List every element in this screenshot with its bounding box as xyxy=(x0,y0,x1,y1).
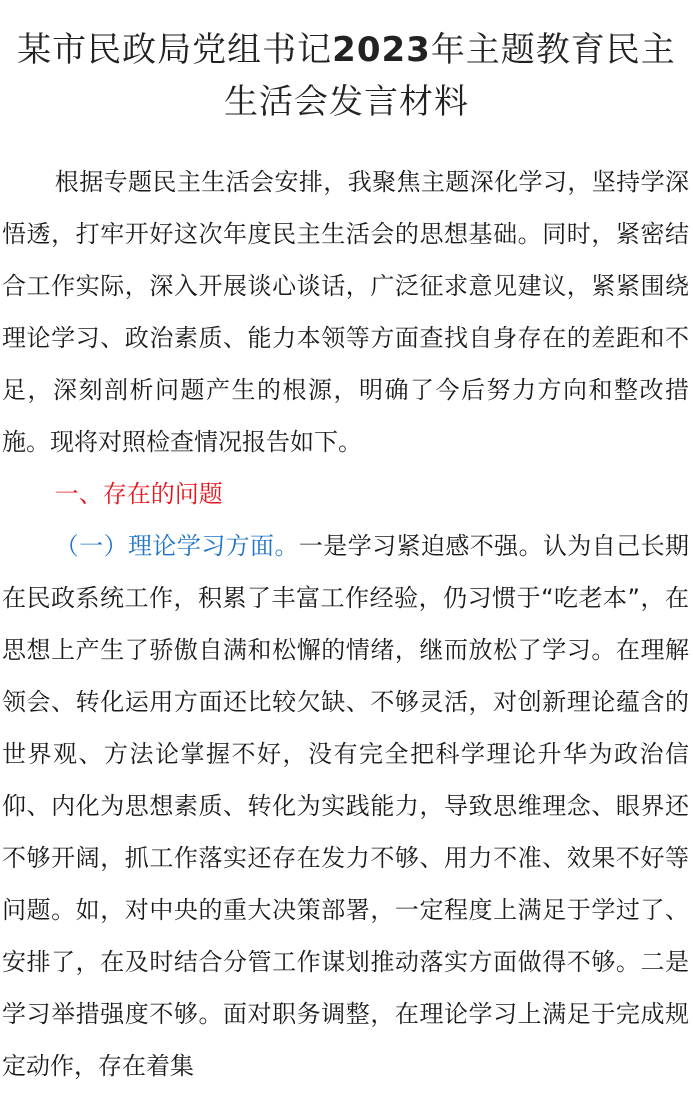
title-prefix: 某市民政局党组书记 xyxy=(17,30,333,70)
document-title xyxy=(0,0,693,128)
subsection-heading-theory: （一）理论学习方面。 xyxy=(54,532,299,560)
title-line-2: 生活会发言材料 xyxy=(224,82,469,122)
title-suffix: 年主题教育民主 xyxy=(430,30,676,70)
title-line-1 xyxy=(0,24,693,76)
document-body xyxy=(0,156,693,1092)
intro-paragraph: 根据专题民主生活会安排，我聚焦主题深化学习，坚持学深悟透，打牢开好这次年度民主生活会的思想基础。同时，紧密结合工作实际，深入开展谈心谈话，广泛征求意见建议，紧紧围绕理论学习、政治素质、能力本领等方面查找自身存在的差距和不足，深刻剖析问题产生的根源，明确了今后努力方向和整改措施。现将对照检查情况报告如下。 xyxy=(2,168,689,456)
subsection-text-theory: 一是学习紧迫感不强。认为自己长期在民政系统工作，积累了丰富工作经验，仍习惯于“吃老本”，在思想上产生了骄傲自满和松懈的情绪，继而放松了学习。在理解领会、转化运用方面还比较欠缺、不够灵活，对创新理论蕴含的世界观、方法论掌握不好，没有完全把科学理论升华为政治信仰、内化为思想素质、转化为实践能力，导致思维理念、眼界还不够开阔，抓工作落实还存在发力不够、用力不准、效果不好等问题。如，对中央的重大决策部署，一定程度上满足于学过了、安排了，在及时结合分管工作谋划推动落实方面做得不够。二是学习举措强度不够。面对职务调整，在理论学习上满足于完成规定动作，存在着集 xyxy=(2,532,690,1080)
title-year: 2023 xyxy=(332,30,431,70)
subsection-paragraph-theory xyxy=(0,520,693,1092)
section-heading-problems: 一、存在的问题 xyxy=(54,480,223,508)
